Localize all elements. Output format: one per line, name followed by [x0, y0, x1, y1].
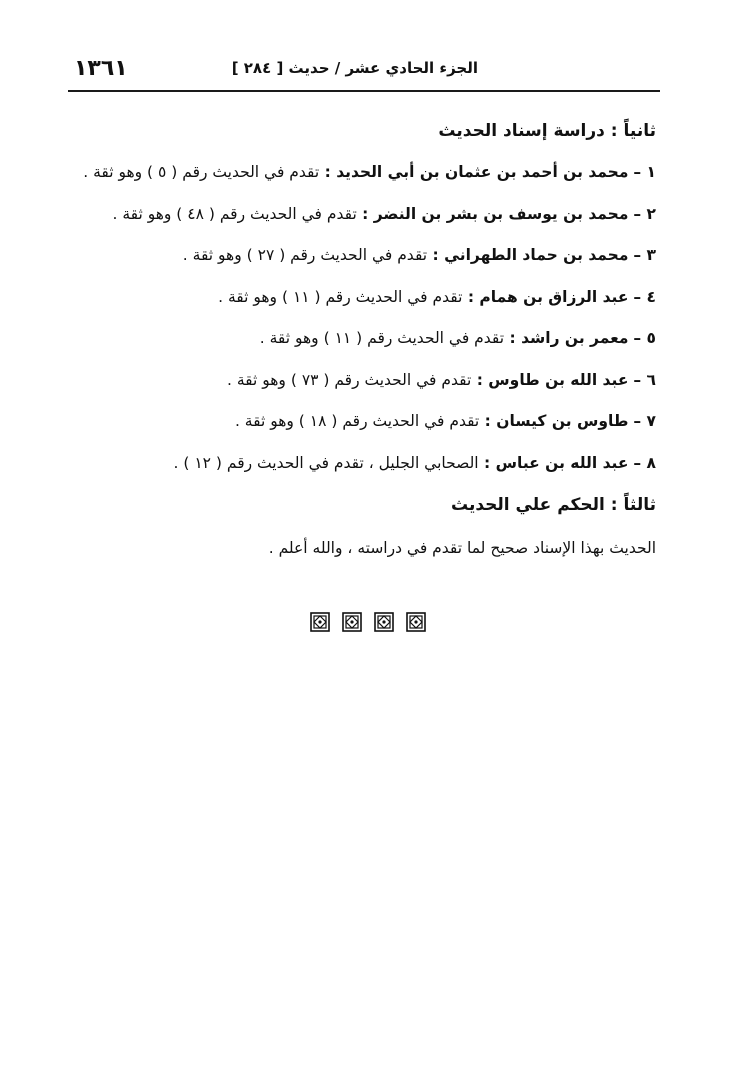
narrator-item [70, 194, 656, 236]
page-header [68, 56, 660, 92]
ruling-text: الحديث بهذا الإسناد صحيح لما تقدم في دراسته ، والله أعلم . [268, 539, 656, 557]
running-head: الجزء الحادي عشر / حديث [ ٢٨٤ ] [231, 59, 478, 77]
square-knot-ornament-icon [374, 612, 394, 632]
narrator-number: ٢ – [633, 204, 656, 223]
section-heading-ruling: ثالثاً : الحكم علي الحديث [450, 495, 656, 515]
narrator-description: تقدم في الحديث رقم ( ٤٨ ) وهو ثقة . [112, 204, 357, 223]
narrator-item [70, 152, 656, 194]
narrator-name: طاوس بن كيسان [496, 412, 629, 430]
narrator-name: محمد بن يوسف بن بشر بن النضر [373, 204, 629, 223]
narrator-separator: : [462, 287, 480, 306]
end-ornament-row [310, 612, 426, 634]
narrator-item [70, 401, 656, 443]
page-number: ١٣٦١ [74, 56, 128, 81]
narrator-name: عبد الله بن طاوس [488, 370, 629, 389]
narrator-number: ٤ – [633, 287, 656, 306]
narrator-separator: : [356, 204, 374, 223]
square-knot-ornament-icon [342, 612, 362, 632]
narrator-separator: : [471, 370, 489, 389]
narrator-separator: : [479, 412, 497, 430]
narrator-item [70, 318, 656, 360]
narrator-description: تقدم في الحديث رقم ( ٢٧ ) وهو ثقة . [182, 246, 428, 264]
narrator-number: ٣ – [633, 246, 656, 264]
header-rule [68, 90, 660, 92]
square-knot-ornament-icon [406, 612, 426, 632]
section-heading-isnad-study: ثانياً : دراسة إسناد الحديث [438, 121, 656, 141]
narrator-separator: : [319, 163, 337, 181]
narrator-description: تقدم في الحديث رقم ( ١١ ) وهو ثقة . [218, 287, 463, 306]
narrator-number: ٨ – [633, 453, 656, 472]
narrator-name: معمر بن راشد [521, 329, 629, 347]
narrator-separator: : [427, 246, 445, 264]
narrator-description: تقدم في الحديث رقم ( ١١ ) وهو ثقة . [259, 329, 505, 347]
narrator-item [70, 360, 656, 402]
narrator-name: محمد بن حماد الطهراني [444, 246, 629, 264]
narrator-number: ٥ – [633, 329, 656, 347]
square-knot-ornament-icon [310, 612, 330, 632]
narrator-description: تقدم في الحديث رقم ( ١٨ ) وهو ثقة . [234, 412, 480, 430]
narrator-number: ٦ – [633, 370, 656, 389]
narrator-item [70, 443, 656, 485]
narrator-name: عبد الرزاق بن همام [479, 287, 629, 306]
narrator-list [70, 152, 656, 484]
narrator-description: تقدم في الحديث رقم ( ٧٣ ) وهو ثقة . [226, 370, 472, 389]
narrator-description: تقدم في الحديث رقم ( ٥ ) وهو ثقة . [83, 163, 320, 181]
narrator-item [70, 277, 656, 319]
narrator-separator: : [478, 453, 496, 472]
page-body [70, 110, 656, 570]
narrator-name: عبد الله بن عباس [495, 453, 629, 472]
narrator-separator: : [504, 329, 522, 347]
narrator-number: ١ – [633, 163, 656, 181]
narrator-name: محمد بن أحمد بن عثمان بن أبي الحديد [336, 163, 629, 181]
narrator-item [70, 235, 656, 277]
narrator-description: الصحابي الجليل ، تقدم في الحديث رقم ( ١٢ ) . [173, 453, 479, 472]
narrator-number: ٧ – [633, 412, 656, 430]
